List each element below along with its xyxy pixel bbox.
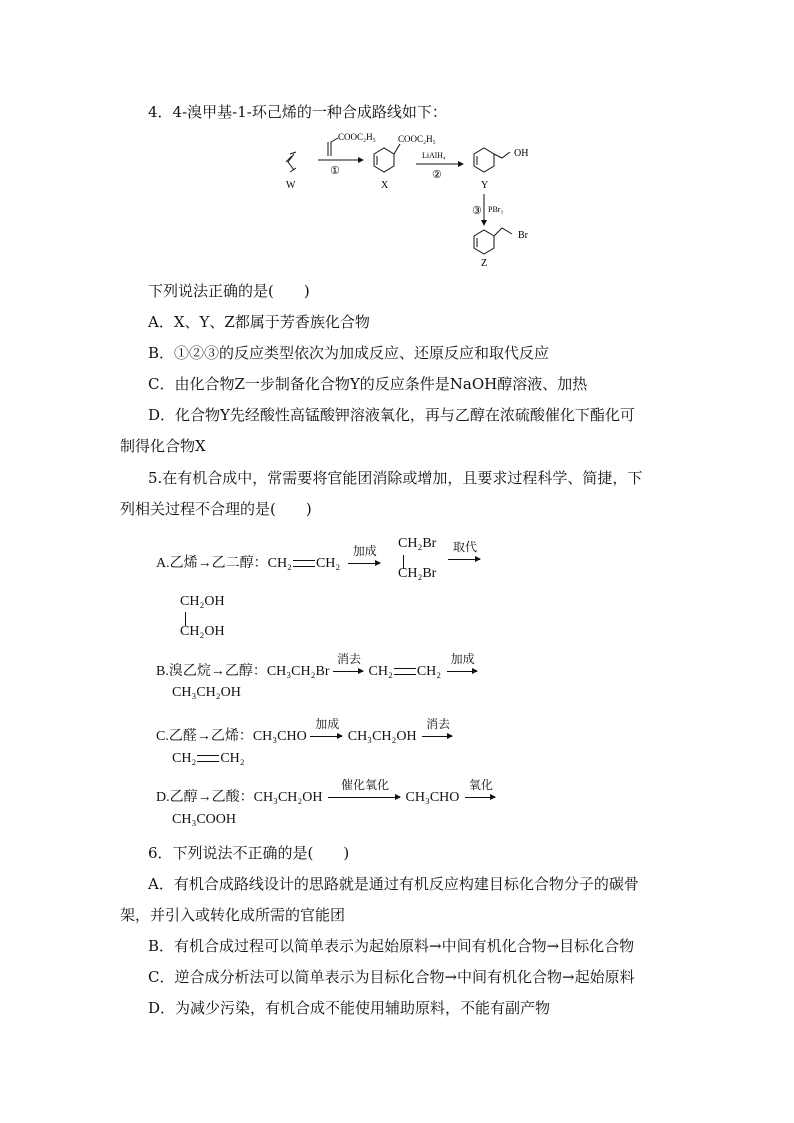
q5b-cond1: 消去	[336, 651, 361, 666]
q5d-cond1: 催化氧化	[340, 777, 389, 792]
q5c-p2: CH₂	[220, 751, 245, 766]
reagent1: COOC₂H₅	[338, 132, 376, 142]
label-x: X	[381, 180, 389, 191]
q5b-mid1: CH₂	[368, 664, 393, 679]
q5a-cond2: 取代	[452, 540, 477, 554]
q5-stem-line1: 5.在有机合成中，常需要将官能团消除或增加，且要求过程科学、简捷，下	[148, 469, 643, 487]
q4-synthesis-scheme	[280, 128, 580, 268]
label-z: Z	[481, 258, 488, 268]
q5a-arrow2	[448, 540, 482, 568]
q5d-prefix: D.乙醇→乙酸：CH₃CH₂OH	[156, 790, 323, 805]
q4-option-c: C．由化合物Z一步制备化合物Y的反应条件是NaOH醇溶液、加热	[148, 375, 588, 393]
bromomethylcyclohexene-z	[474, 228, 512, 254]
q5-option-a	[156, 543, 382, 572]
oh-group: OH	[514, 148, 529, 159]
double-bond	[293, 560, 315, 567]
q5c-p1: CH₂	[172, 751, 197, 766]
q5a-prefix: A.乙烯→乙二醇：CH₂	[156, 556, 292, 571]
q6-option-b: B．有机合成过程可以简单表示为起始原料→中间有机化合物→目标化合物	[148, 937, 635, 955]
step2-label: ②	[432, 169, 442, 181]
butadiene-structure-w	[286, 152, 296, 172]
label-w: W	[286, 180, 296, 191]
q5c-prefix: C.乙醛→乙烯：CH₃CHO	[156, 729, 307, 744]
q5c-mid: CH₃CH₂OH	[347, 729, 417, 744]
q5a-product-top: CH₂OH	[180, 594, 225, 609]
br-group: Br	[518, 230, 528, 241]
q5a-product-bottom: CH₂OH	[180, 624, 225, 639]
ester-x: COOC₂H₅	[398, 134, 436, 144]
q4-option-b: B．①②③的反应类型依次为加成反应、还原反应和取代反应	[148, 344, 550, 362]
q5a-bottom-ch2br: CH₂Br	[398, 566, 437, 581]
q6-option-c: C．逆合成分析法可以简单表示为目标化合物→中间有机化合物→起始原料	[148, 968, 635, 986]
step3-label: ③	[472, 205, 482, 217]
ester-cyclohexene-x	[374, 144, 400, 172]
q5-option-b	[156, 651, 479, 680]
q5c-cond2: 消去	[426, 716, 451, 731]
q6-option-a-line2: 架，并引入或转化成所需的官能团	[120, 906, 346, 924]
q5a-cond1: 加成	[352, 543, 377, 558]
q4-option-d-line2: 制得化合物X	[120, 437, 206, 455]
cyclohexenylmethanol-y	[474, 148, 510, 172]
q5b-prefix: B.溴乙烷→乙醇：CH₃CH₂Br	[156, 664, 330, 679]
q5-option-c	[156, 716, 454, 745]
q5d-mid: CH₃CHO	[405, 790, 460, 805]
q4-option-a: A．X、Y、Z都属于芳香族化合物	[148, 313, 370, 331]
q5a-mid: CH₂	[315, 556, 341, 571]
q6-stem: 6．下列说法不正确的是( )	[148, 844, 350, 862]
step1-label: ①	[330, 165, 340, 177]
q5a-top-ch2br: CH₂Br	[398, 536, 437, 551]
reagent3: PBr₃	[488, 205, 504, 214]
q4-stem: 4．4-溴甲基-1-环己烯的一种合成路线如下：	[148, 103, 447, 121]
q6-option-a-line1: A．有机合成路线设计的思路就是通过有机反应构建目标化合物分子的碳骨	[148, 875, 639, 893]
reagent2: LiAlH₄	[422, 151, 446, 160]
q5d-product: CH₃COOH	[172, 812, 236, 827]
acrylate-structure	[328, 138, 338, 156]
q5c-product	[172, 751, 245, 767]
q5-stem-line2: 列相关过程不合理的是( )	[120, 500, 312, 518]
q5b-product: CH₃CH₂OH	[172, 685, 241, 700]
label-y: Y	[481, 180, 489, 191]
q6-option-d: D．为减少污染，有机合成不能使用辅助原料，不能有副产物	[148, 999, 551, 1017]
q5b-cond2: 加成	[450, 651, 475, 666]
q5-option-d	[156, 777, 497, 806]
q5c-cond1: 加成	[315, 716, 340, 731]
q5d-cond2: 氧化	[468, 777, 493, 792]
q4-option-d-line1: D．化合物Y先经酸性高锰酸钾溶液氧化，再与乙醇在浓硫酸催化下酯化可	[148, 406, 635, 424]
q5b-mid2: CH₂	[416, 664, 442, 679]
q4-prompt: 下列说法正确的是( )	[148, 282, 310, 300]
